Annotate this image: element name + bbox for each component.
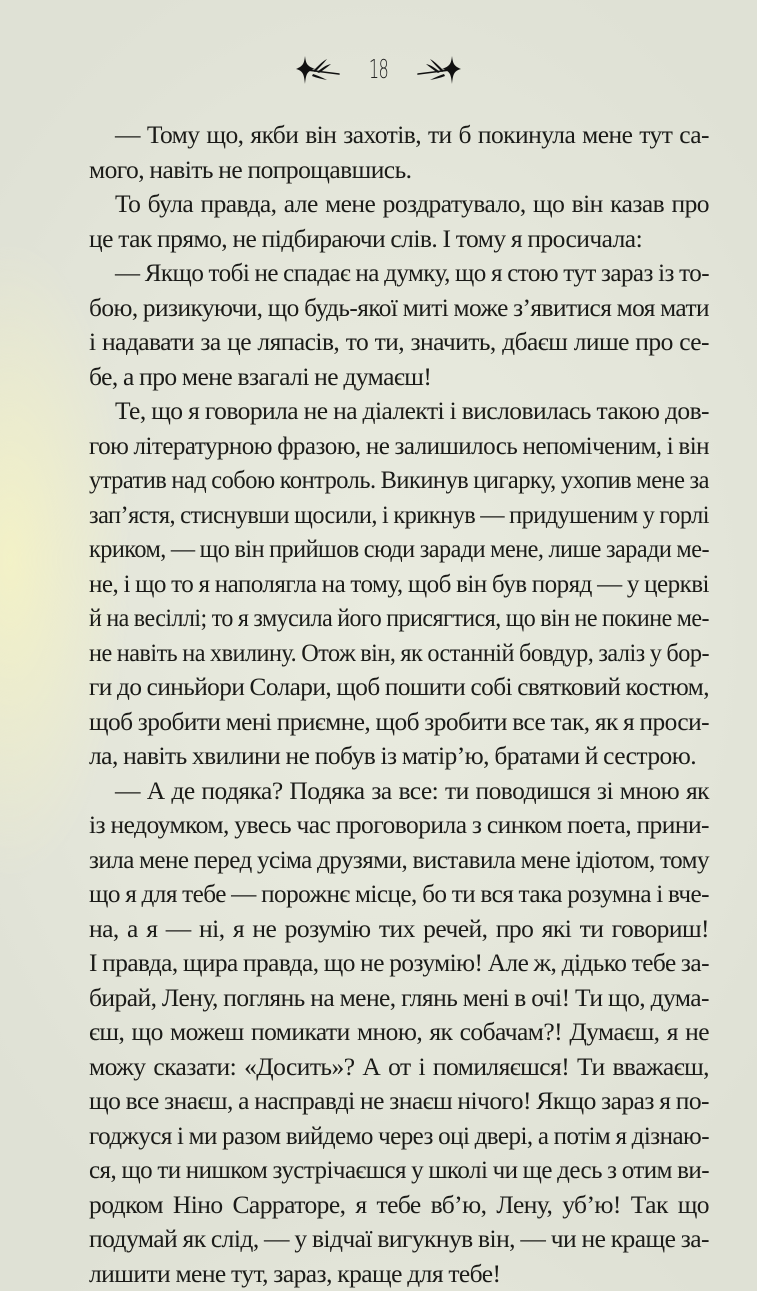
page-number: 18 bbox=[369, 50, 388, 90]
text-line: не, і що то я наполягла на тому, щоб він був поряд — у церкві bbox=[89, 567, 709, 602]
text-line: бе, а про мене взагалі не думаєш! bbox=[89, 360, 709, 395]
text-line: й на весіллі; то я змусила його присягтися, що він не покине ме- bbox=[89, 601, 709, 636]
text-line: із недоумком, увесь час проговорила з синком поета, прини- bbox=[89, 808, 709, 843]
text-line: зила мене перед усіма друзями, виставила мене ідіотом, тому bbox=[89, 843, 709, 878]
page-text-body bbox=[89, 118, 709, 1291]
text-line: щоб зробити мені приємне, щоб зробити все так, як я проси- bbox=[89, 705, 709, 740]
text-line: це так прямо, не підбираючи слів. І тому я просичала: bbox=[89, 222, 709, 257]
text-line: бирай, Лену, поглянь на мене, глянь мені в очі! Ти що, дума- bbox=[89, 981, 709, 1016]
text-line: годжуся і ми разом вийдемо через оці двері, а потім я дізнаю- bbox=[89, 1119, 709, 1154]
text-line: що все знаєш, а насправді не знаєш нічого! Якщо зараз я по- bbox=[89, 1084, 709, 1119]
text-line: на, а я — ні, я не розумію тих речей, про які ти говориш! bbox=[89, 912, 709, 947]
text-line: утратив над собою контроль. Викинув цигарку, ухопив мене за bbox=[89, 463, 709, 498]
text-line: лишити мене тут, зараз, краще для тебе! bbox=[89, 1257, 709, 1291]
text-line: і надавати за це ляпасів, то ти, значить, дбаєш лише про се- bbox=[89, 325, 709, 360]
text-line: І правда, щира правда, що не розумію! Але ж, дідько тебе за- bbox=[89, 946, 709, 981]
text-line: ги до синьйори Солари, щоб пошити собі святковий костюм, bbox=[89, 670, 709, 705]
text-line: родком Ніно Сарраторе, я тебе вб’ю, Лену, уб’ю! Так що bbox=[89, 1188, 709, 1223]
text-line: криком, — що він прийшов сюди заради мене, лише заради ме- bbox=[89, 532, 709, 567]
paragraph bbox=[89, 394, 709, 774]
text-line: подумай як слід, — у відчаї вигукнув він, — чи не краще за- bbox=[89, 1222, 709, 1257]
text-line: То була правда, але мене роздратувало, що він казав про bbox=[89, 187, 709, 222]
page-header bbox=[0, 50, 757, 90]
text-line: можу сказати: «Досить»? А от і помиляєшся! Ти вважаєш, bbox=[89, 1050, 709, 1085]
paragraph bbox=[89, 118, 709, 187]
paragraph bbox=[89, 187, 709, 256]
text-line: єш, що можеш помикати мною, як собачам?! Думаєш, я не bbox=[89, 1015, 709, 1050]
text-line: ся, що ти нишком зустрічаєшся у школі чи ще десь з отим ви- bbox=[89, 1153, 709, 1188]
left-floral-ornament-icon bbox=[295, 50, 341, 90]
text-line: зап’ястя, стиснувши щосили, і крикнув — придушеним у горлі bbox=[89, 498, 709, 533]
right-floral-ornament-icon bbox=[416, 50, 462, 90]
paragraph bbox=[89, 256, 709, 394]
text-line: — Тому що, якби він захотів, ти б покинула мене тут са- bbox=[89, 118, 709, 153]
text-line: Те, що я говорила не на діалекті і висловилась такою дов- bbox=[89, 394, 709, 429]
text-line: мого, навіть не попрощавшись. bbox=[89, 153, 709, 188]
paragraph bbox=[89, 774, 709, 1291]
text-line: — А де подяка? Подяка за все: ти поводишся зі мною як bbox=[89, 774, 709, 809]
text-line: — Якщо тобі не спадає на думку, що я стою тут зараз із то- bbox=[89, 256, 709, 291]
text-line: ла, навіть хвилини не побув із матір’ю, братами й сестрою. bbox=[89, 739, 709, 774]
text-line: не навіть на хвилину. Отож він, як останній бовдур, заліз у бор- bbox=[89, 636, 709, 671]
text-line: бою, ризикуючи, що будь-якої миті може з’явитися моя мати bbox=[89, 291, 709, 326]
text-line: гою літературною фразою, не залишилось непоміченим, і він bbox=[89, 429, 709, 464]
text-line: що я для тебе — порожнє місце, бо ти вся така розумна і вче- bbox=[89, 877, 709, 912]
